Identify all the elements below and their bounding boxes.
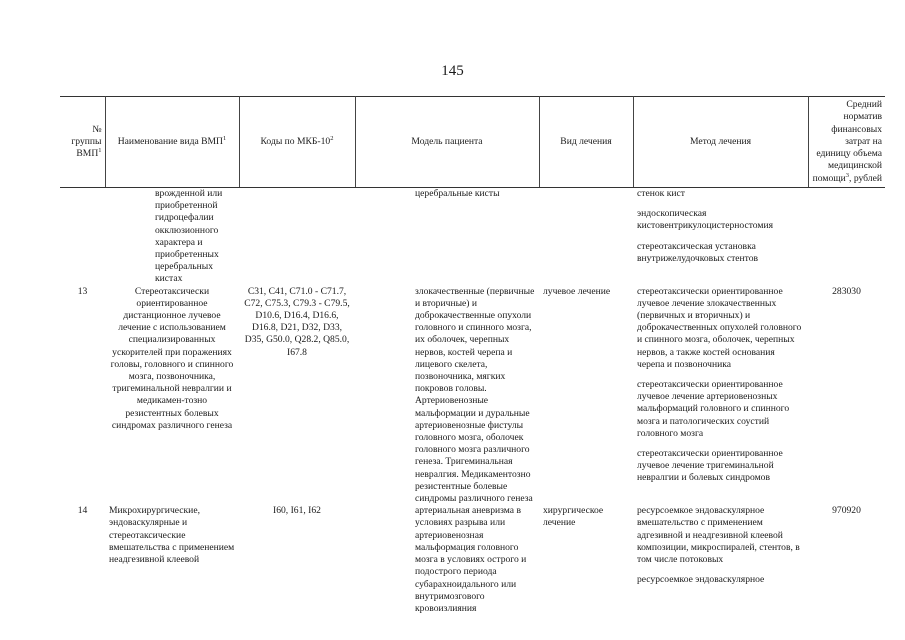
cell-treatment-type <box>539 188 633 286</box>
cell-icd-codes: C31, C41, C71.0 - C71.7, C72, C75.3, C79.3 - C79.5, D10.6, D16.4, D16.6, D16.8, D21, D32, D33, D35, G50.0, Q28.2, Q85.0, I67.8 <box>244 285 350 358</box>
header-vmp-name: Наименование вида ВМП$^1$ <box>105 97 239 188</box>
cell-treatment-type: лучевое лечение <box>543 285 611 297</box>
cell-group: 14 <box>77 505 88 517</box>
method-item: стереотаксически ориентированное лучевое лечение злокачественных (первичных и вторичных) и доброкачественных опухолей головного и спинного мозга, оболочек, черепных нервов, а также костей основания черепа и позвоночника <box>637 285 802 370</box>
table-header-row <box>60 97 885 188</box>
table-row <box>60 188 885 286</box>
cell-group <box>60 188 105 286</box>
cell-vmp-name: врожденной или приобретенной гидроцефалии окклюзионного характера и приобретенных церебральных кистах <box>155 188 223 285</box>
cell-vmp-name: Стереотаксически ориентированное дистанционное лучевое лечение с использованием специализированных ускорителей при поражениях головы, головного и спинного мозга, позвоночника, тригеминальной невралгии и медикамен-тозно резистентных болевых синдромах различного генеза <box>110 285 234 431</box>
cell-group: 13 <box>77 285 88 297</box>
cell-vmp-name: Микрохирургические, эндоваскулярные и стереотаксические вмешательства с применением неадгезивной клеевой <box>109 505 235 566</box>
page-number: 145 <box>441 63 464 79</box>
table-row <box>60 286 885 506</box>
header-treatment-type: Вид лечения <box>539 97 633 188</box>
header-patient-model: Модель пациента <box>355 97 539 188</box>
cell-treatment-type: хирургическое лечение <box>543 505 604 529</box>
cell-patient-model: артериальная аневризма в условиях разрыва или артериовенозная мальформация головного мозга в условиях острого и подострого периода субарахноидального или внутримозгового кровоизлияния <box>415 505 527 614</box>
method-item: стереотаксически ориентированное лучевое лечение артериовенозных мальформаций головного и спинного мозга и патологических соустий головного мозга <box>637 379 790 439</box>
cell-patient-model: церебральные кисты <box>415 188 500 199</box>
vmp-table <box>60 96 885 615</box>
header-group-no: № группы ВМП$^1$ <box>60 97 105 188</box>
cell-treatment-method <box>633 188 808 286</box>
method-item: стереотаксически ориентированное лучевое лечение тригеминальной невралгии и болевых синдромов <box>637 448 783 484</box>
cell-treatment-method <box>633 286 808 506</box>
method-item: ресурсоемкое эндоваскулярное вмешательство с применением адгезивной и неадгезивной клеевой композиции, микроспиралей, стентов, в том числе потоковых <box>637 505 800 566</box>
method-item: стереотаксическая установка внутрижелудочковых стентов <box>637 240 759 264</box>
header-treatment-method: Метод лечения <box>633 97 808 188</box>
cell-cost <box>808 188 885 286</box>
table-row <box>60 505 885 615</box>
method-item: ресурсоемкое эндоваскулярное <box>637 574 765 586</box>
cell-cost: 283030 <box>832 285 861 297</box>
header-cost-standard: Средний норматив финансовых затрат на единицу объема медицинской помощи$^3$, рублей <box>808 97 885 188</box>
method-item: эндоскопическая кистовентрикулоцистерностомия <box>637 208 774 232</box>
cell-treatment-method <box>633 505 808 615</box>
method-item: стенок кист <box>637 188 685 199</box>
cell-patient-model: злокачественные (первичные и вторичные) и доброкачественные опухоли головного и спинного мозга, их оболочек, черепных нервов, костей черепа и лицевого скелета, позвоночника, мягких покровов головы. Артериовенозные мальформации и дуральные артериовенозные фистулы головного мозга, оболочек головного мозга различного генеза. Тригеминальная невралгия. Медикаментозно резистентные болевые синдромы различного генеза <box>415 285 535 505</box>
cell-cost: 970920 <box>832 505 861 517</box>
cell-icd-codes: I60, I61, I62 <box>273 505 321 517</box>
header-icd-codes: Коды по МКБ-$10^2$ <box>239 97 355 188</box>
cell-icd-codes <box>239 188 355 286</box>
